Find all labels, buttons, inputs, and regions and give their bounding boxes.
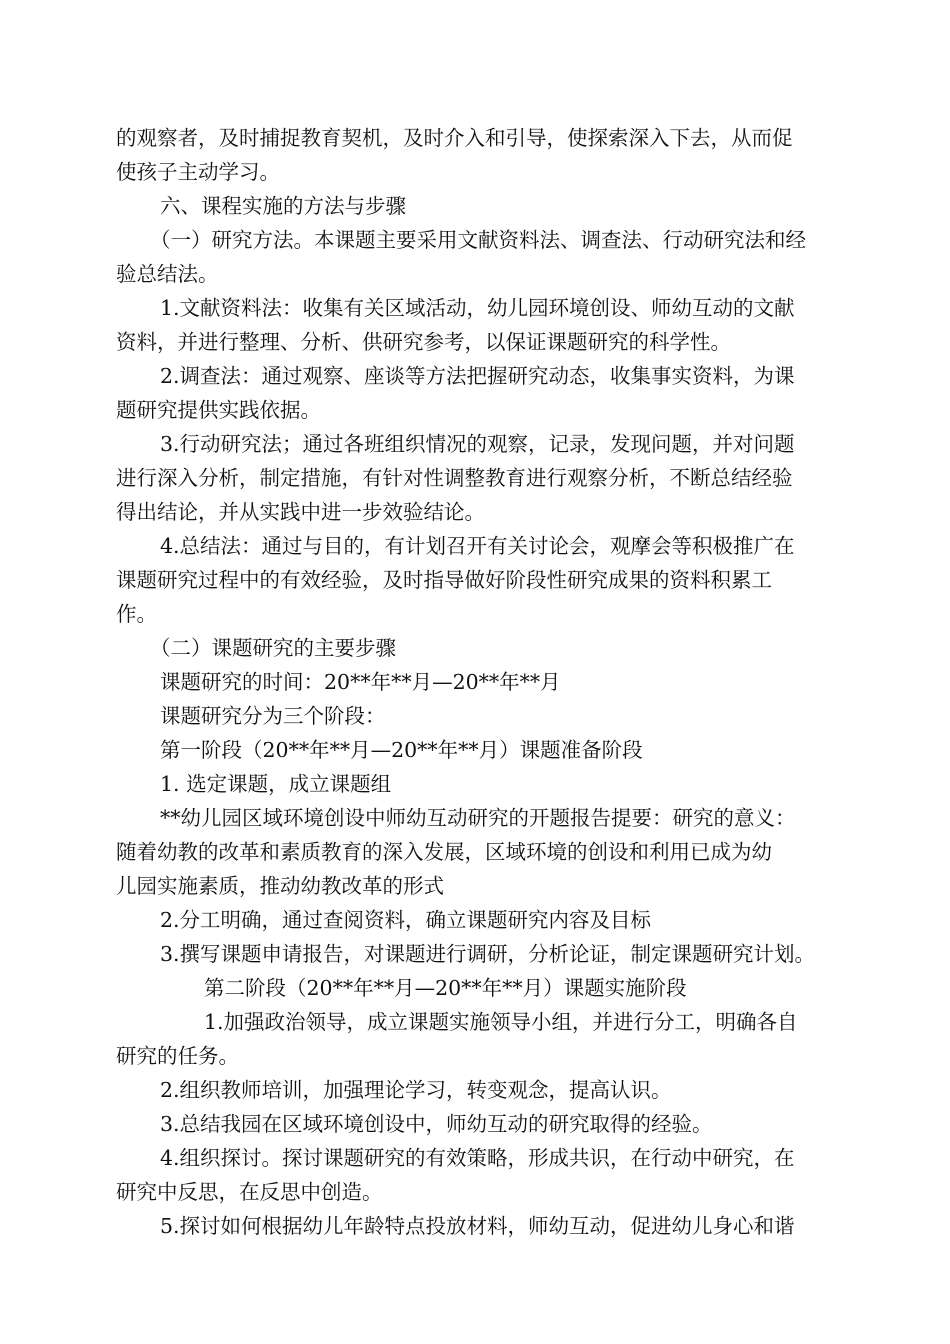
text-line: 进行深入分析，制定措施，有针对性调整教育进行观察分析，不断总结经验	[116, 466, 793, 490]
text-line: 3.撰写课题申请报告，对课题进行调研，分析论证，制定课题研究计划。	[160, 942, 816, 966]
text-line: 1. 选定课题，成立课题组	[160, 772, 392, 796]
text-line: 使孩子主动学习。	[116, 160, 280, 184]
text-line: 作。	[116, 602, 157, 626]
text-line: 验总结法。	[116, 262, 219, 286]
text-line: 1.文献资料法：收集有关区域活动，幼儿园环境创设、师幼互动的文献	[160, 296, 795, 320]
text-line: 研究的任务。	[116, 1044, 239, 1068]
text-line: 得出结论，并从实践中进一步效验结论。	[116, 500, 485, 524]
section-heading: 六、课程实施的方法与步骤	[160, 194, 406, 218]
text-line: 4.总结法：通过与目的，有计划召开有关讨论会，观摩会等积极推广在	[160, 534, 795, 558]
text-line: 4.组织探讨。探讨课题研究的有效策略，形成共识，在行动中研究，在	[160, 1146, 795, 1170]
text-line: 课题研究过程中的有效经验，及时指导做好阶段性研究成果的资料积累工	[116, 568, 772, 592]
subsection-heading: （二）课题研究的主要步骤	[150, 636, 396, 660]
text-line: 研究中反思，在反思中创造。	[116, 1180, 383, 1204]
text-line: 2.分工明确，通过查阅资料，确立课题研究内容及目标	[160, 908, 652, 932]
text-line: 3.行动研究法；通过各班组织情况的观察，记录，发现问题，并对问题	[160, 432, 795, 456]
text-line: 随着幼教的改革和素质教育的深入发展，区域环境的创设和利用已成为幼	[116, 840, 772, 864]
text-line: 的观察者，及时捕捉教育契机，及时介入和引导，使探索深入下去，从而促	[116, 126, 793, 150]
text-line: 2.组织教师培训，加强理论学习，转变观念，提高认识。	[160, 1078, 672, 1102]
text-line: 1.加强政治领导，成立课题实施领导小组，并进行分工，明确各自	[204, 1010, 798, 1034]
text-line: 5.探讨如何根据幼儿年龄特点投放材料，师幼互动，促进幼儿身心和谐	[160, 1214, 795, 1238]
text-line: 资料，并进行整理、分析、供研究参考，以保证课题研究的科学性。	[116, 330, 731, 354]
subsection-heading: （一）研究方法。本课题主要采用文献资料法、调查法、行动研究法和经	[150, 228, 806, 252]
text-line: 课题研究的时间：20**年**月—20**年**月	[160, 670, 561, 694]
stage-heading: 第一阶段（20**年**月—20**年**月）课题准备阶段	[160, 738, 643, 762]
stage-heading: 第二阶段（20**年**月—20**年**月）课题实施阶段	[204, 976, 687, 1000]
text-line: 3.总结我园在区域环境创设中，师幼互动的研究取得的经验。	[160, 1112, 713, 1136]
text-line: 儿园实施素质，推动幼教改革的形式	[116, 874, 444, 898]
text-line: 2.调查法：通过观察、座谈等方法把握研究动态，收集事实资料，为课	[160, 364, 795, 388]
text-line: 题研究提供实践依据。	[116, 398, 321, 422]
text-line: **幼儿园区域环境创设中师幼互动研究的开题报告提要：研究的意义：	[160, 806, 796, 830]
text-line: 课题研究分为三个阶段：	[160, 704, 386, 728]
